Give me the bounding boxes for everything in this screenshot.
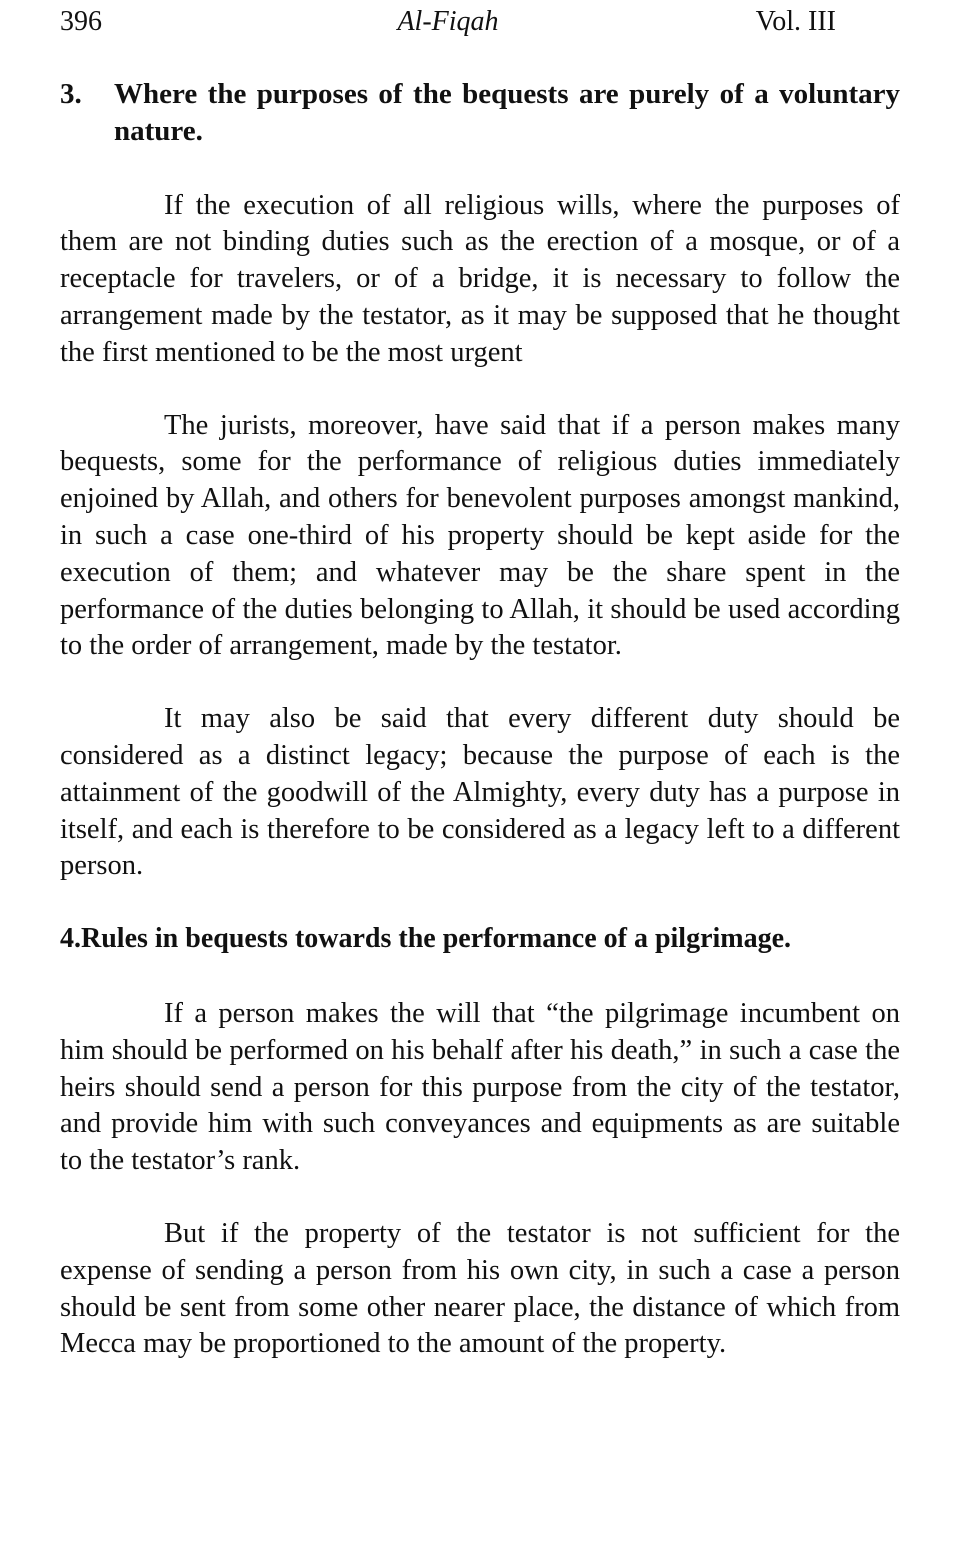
- page-number: 396: [60, 6, 102, 37]
- paragraph-distinct-legacy: It may also be said that every different duty should be considered as a distinct legacy; because the purpose of each is the attainment of the goodwill of the Almighty, every duty has a purpose in itself, and each is therefore to be considered as a legacy left to a different person.: [60, 703, 900, 882]
- section-title: Where the purposes of the bequests are purely of a voluntary nature.: [114, 78, 900, 147]
- section-number: 3.: [60, 78, 82, 110]
- section-heading-4: [60, 921, 900, 958]
- running-header: [60, 2, 836, 42]
- volume-label: Vol. III: [755, 6, 836, 37]
- page-body: [60, 76, 900, 1399]
- book-title: Al-Fiqah: [397, 6, 499, 37]
- paragraph-pilgrimage-will: If a person makes the will that “the pilgrimage incumbent on him should be performed on his behalf after his death,” in such a case the heirs should send a person for this purpose from the city of the testator, and provide him with such conveyances and equipments as are suitable to the testator’s rank.: [60, 997, 900, 1177]
- paragraph-insufficient-property: But if the property of the testator is not sufficient for the expense of sending a person from his own city, in such a case a person should be sent from some other nearer place, the distance of which from Mecca may be proportioned to the amount of the property.: [60, 1217, 900, 1360]
- section-title: 4.Rules in bequests towards the performance of a pilgrimage.: [60, 923, 792, 955]
- paragraph-religious-wills: If the execution of all religious wills, where the purposes of them are not binding duties such as the erection of a mosque, or of a receptacle for travelers, or of a bridge, it is necessary to follow the arrangement made by the testator, as it may be supposed that he thought the first mentioned to be the most urgent: [60, 189, 900, 368]
- section-heading-3: [60, 76, 900, 150]
- paragraph-jurists: The jurists, moreover, have said that if a person makes many bequests, some for the performance of religious duties immediately enjoined by Allah, and others for benevolent purposes amongst mankind, in such a case one-third of his property should be kept aside for the execution of them; and whatever may be the share spent in the performance of the duties belonging to Allah, it should be used according to the order of arrangement, made by the testator.: [60, 409, 900, 662]
